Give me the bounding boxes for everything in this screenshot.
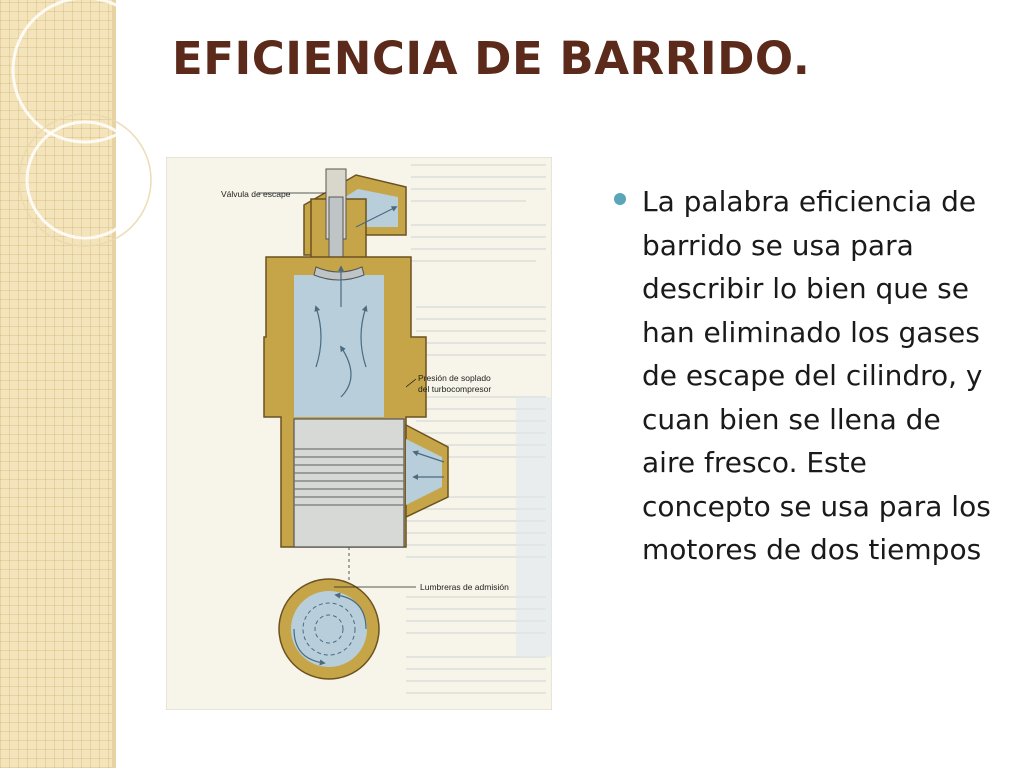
bullet-text: La palabra eficiencia de barrido se usa para describir lo bien que se han eliminado los gases de escape del cilindro, y cuan bien se llena de aire fresco. Este concepto se usa para los motores de dos tiempos [642, 185, 991, 566]
bullet-dot-icon [614, 193, 626, 205]
scavenging-engine-diagram [166, 157, 552, 710]
slide-title: EFICIENCIA DE BARRIDO. [172, 32, 811, 85]
label-blower-pressure-2: del turbocompresor [418, 384, 492, 394]
label-blower-pressure: Presión de soplado [418, 373, 491, 383]
label-intake-ports: Lumbreras de admisión [420, 582, 509, 592]
label-exhaust-valve: Válvula de escape [221, 189, 291, 199]
